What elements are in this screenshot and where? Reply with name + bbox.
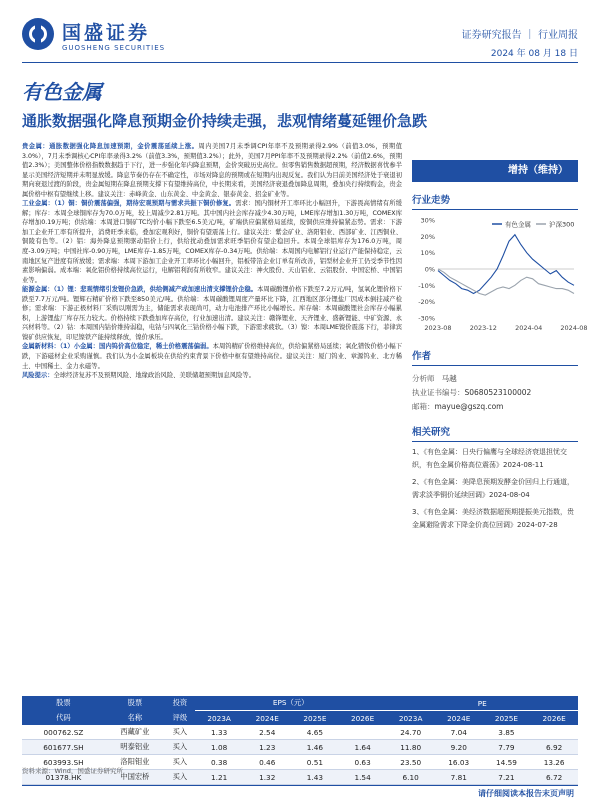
table-cell: 2.54 (243, 725, 291, 740)
table-row (22, 725, 578, 740)
table-subheader: 2024E (435, 711, 483, 726)
table-cell: 买入 (165, 755, 195, 770)
paragraph-text: 本周钨精矿价格维持高位，供给偏紧格局延续；氧化镨钕价格小幅下跌，下游磁材企业采购谨慎。我们认为小金属板块在供给约束背景下价格中枢有望维持高位。建议关注：厦门钨业、章源钨业、北方稀土、中国稀土、金力永磁等。 (22, 343, 403, 370)
table-cell: 0.38 (195, 755, 243, 770)
table-cell: 13.26 (530, 755, 578, 770)
paragraph-text: 全球经济复苏不及预期风险、地缘政治风险、美联储超预期加息风险等。 (53, 372, 255, 380)
table-cell: 洛阳钼业 (105, 755, 165, 770)
table-cell: 0.46 (243, 755, 291, 770)
table-cell: 4.65 (291, 725, 339, 740)
table-cell: 1.46 (291, 740, 339, 755)
table-cell: 明泰铝业 (105, 740, 165, 755)
table-cell: 7.81 (435, 770, 483, 785)
table-subheader: 2023A (195, 711, 243, 726)
table-subheader: 2026E (339, 711, 387, 726)
table-cell: 3.85 (483, 725, 531, 740)
paragraph-lead: 金属新材料：（1）小金属：国内钨价高位稳定，稀土价格震荡偏弱。 (22, 343, 213, 351)
table-cell: 7.79 (483, 740, 531, 755)
table-subheader: 2025E (291, 711, 339, 726)
paragraph-text: 周内美国7月未季调CPI年率不及预期录得2.9%（前值3.0%，预期值3.0%），7月未季调核心CPI年率录得3.2%（前值3.3%，预期值3.2%）；此外，美国7月PPI年率不及预期录得2.2%（前值2.6%，预期值2.3%）；美国整体价格指数数据趋于下行，进一步强化年内降息预期，金价突破历史高位。但零售销售数据超预期，经济数据喜忧参半显示美国经济短期并未明显放缓。降息节奏仍存在不确定性，市场对降息的预期或在短期内出现反复。我们认为目前美国经济处于衰退初期向衰退过渡的阶段，贵金属短期在降息预期支撑下有望维持高位，中长期来看，美国经济衰退叠加降息周期，叠加央行持续购金，贵金属价格中枢有望继续上移。建议关注：赤峰黄金、山东黄金、中金黄金、银泰黄金、招金矿业等。 (22, 143, 402, 198)
report-header (22, 14, 578, 72)
table-cell: 6.10 (386, 770, 434, 785)
analyst-info (412, 372, 578, 414)
table-subheader: 代码 (22, 711, 105, 726)
rating-badge: 增持（维持） (412, 160, 578, 182)
footer-disclaimer: 请仔细阅读本报告末页声明 (472, 788, 574, 799)
trend-chart-svg (412, 214, 588, 338)
sector-name: 有色金属 (22, 80, 102, 104)
table-cell (530, 725, 578, 740)
series-line-csi300 (438, 269, 574, 295)
table-cell: 603993.SH (22, 755, 105, 770)
report-title: 通胀数据强化降息预期金价持续走强，悲观情绪蔓延锂价急跌 (22, 112, 428, 130)
related-heading: 相关研究 (412, 424, 578, 442)
analyst-label: 分析师 (412, 374, 435, 383)
table-cell: 1.21 (195, 770, 243, 785)
y-tick-label: 10% (420, 249, 435, 258)
logo-en-text: GUOSHENG SECURITIES (62, 44, 166, 52)
table-cell: 6.92 (530, 740, 578, 755)
y-tick-label: 30% (420, 216, 435, 225)
related-list (412, 446, 578, 532)
table-cell: 9.20 (435, 740, 483, 755)
paragraph-lead: 工业金属：（1）铜：铜价震荡偏强，期待宏观预期与需求共振下铜价修复。 (22, 200, 236, 208)
table-cell: 7.21 (483, 770, 531, 785)
y-tick-label: -10% (418, 281, 435, 290)
table-cell: 1.08 (195, 740, 243, 755)
legend-label: 有色金属 (505, 220, 531, 229)
table-cell: 中国宏桥 (105, 770, 165, 785)
table-cell: 601677.SH (22, 740, 105, 755)
table-cell (339, 725, 387, 740)
analyst-name: 马越 (441, 374, 457, 383)
table-header: 股票 (22, 696, 105, 711)
y-tick-label: 20% (420, 232, 435, 241)
analyst-email[interactable]: mayue@gszq.com (434, 402, 504, 411)
paragraph-lead: 贵金属：通胀数据强化降息加速预期，金价震荡延续上涨。 (22, 143, 199, 150)
table-header-pe: PE (386, 696, 578, 711)
table-cell: 1.54 (339, 770, 387, 785)
company-logo (22, 14, 192, 62)
related-item[interactable]: 1、《有色金属：日央行偏鹰与全球经济衰退担忧交织，有色金属价格高位震荡》2024-08-11 (412, 448, 567, 469)
x-tick-label: 2024-04 (515, 324, 543, 332)
paragraph-lead: 风险提示： (22, 372, 54, 380)
paragraph-text: 需求：国内铜材开工率环比小幅回升，下游畏高情绪有所缓解；库存：本周全球铜库存为70.0万吨，较上周减少2.81万吨。其中国内社会库存减少4.30万吨，LME库存增加1.30万吨，COMEX库存增加0.19万吨；供给端：本周进口铜矿TC均价小幅下跌至6.5美元/吨，矿端供应偏紧格局延续，废铜供应维持偏紧态势。需求：下游加工企业开工率有所提升，消费旺季来临，叠加宏观利好，铜价有望震荡上行。建议关注：紫金矿业、洛阳钼业、西部矿业、江西铜业、铜陵有色等。（2）铝：海外降息预期驱动铝价上行，供给扰动叠加需求旺季铝价有望企稳回升。本周全球铝库存为176.0万吨，周度-3.09万吨；中国社库-0.90万吨，LME库存-1.85万吨，COMEX库存-0.34万吨。供给端：本周国内电解铝行业运行产能保持稳定，云南地区复产进度有所放缓；需求端：本周下游加工企业开工率环比小幅回升，铝板带箔企业订单有所改善，铝型材企业开工仍受季节性因素影响偏弱。成本端：氧化铝价格持续高位运行，电解铝利润有所收窄。建议关注：神火股份、天山铝业、云铝股份、中国宏桥、中国铝业等。 (22, 200, 403, 284)
table-subheader: 2024E (243, 711, 291, 726)
table-subheader: 名称 (105, 711, 165, 726)
table-cell: 1.33 (195, 725, 243, 740)
x-tick-label: 2023-12 (469, 324, 497, 332)
table-header: 股票 (105, 696, 165, 711)
x-tick-label: 2024-08 (560, 324, 588, 332)
series-line-nonferrous (438, 235, 574, 294)
related-item[interactable]: 3、《有色金属：美经济数据超预期提振美元指数，贵金属避险需求下降金价高位回调》2024-07-28 (412, 508, 574, 529)
table-cell: 24.70 (386, 725, 434, 740)
table-cell: 6.72 (530, 770, 578, 785)
body-paragraph (22, 342, 402, 371)
report-type: 证券研究报告 ｜ 行业周报 (461, 30, 578, 41)
table-header: 投资 (165, 696, 195, 711)
footer-divider (22, 785, 578, 786)
industry-trend-chart (412, 214, 588, 338)
legend-label: 沪深300 (549, 220, 575, 229)
analyst-heading: 作者 (412, 348, 578, 366)
table-subheader: 评级 (165, 711, 195, 726)
header-divider (22, 62, 578, 63)
y-tick-label: 0% (424, 265, 435, 274)
cert-label: 执业证书编号： (412, 388, 465, 397)
table-cell: 1.43 (291, 770, 339, 785)
table-cell: 23.50 (386, 755, 434, 770)
y-tick-label: -30% (418, 314, 435, 323)
body-paragraph (22, 199, 402, 285)
table-cell: 0.51 (291, 755, 339, 770)
table-cell: 买入 (165, 770, 195, 785)
table-cell: 1.32 (243, 770, 291, 785)
table-subheader: 2023A (386, 711, 434, 726)
table-cell: 14.59 (483, 755, 531, 770)
table-cell: 买入 (165, 725, 195, 740)
table-cell: 7.04 (435, 725, 483, 740)
logo-icon (22, 18, 54, 50)
body-paragraph (22, 371, 402, 381)
table-cell: 1.64 (339, 740, 387, 755)
table-cell: 0.63 (339, 755, 387, 770)
cert-number: S0680523100002 (464, 388, 532, 397)
table-cell: 000762.SZ (22, 725, 105, 740)
table-subheader: 2025E (483, 711, 531, 726)
email-label: 邮箱： (412, 402, 435, 411)
trend-heading: 行业走势 (412, 192, 578, 210)
body-paragraph (22, 142, 402, 199)
table-source: 资料来源：Wind，国盛证券研究所 (22, 767, 123, 775)
page-footer (0, 776, 600, 800)
table-cell: 11.80 (386, 740, 434, 755)
related-item[interactable]: 2、《有色金属：美降息预期发酵金价回归上行通道，需求淡季铜价延续回调》2024-08-04 (412, 478, 574, 499)
table-cell: 西藏矿业 (105, 725, 165, 740)
paragraph-lead: 能源金属：（1）锂：悲观情绪引发锂价急跌，供给侧减产或加速出清支撑锂价企稳。 (22, 286, 258, 294)
table-subheader: 2026E (530, 711, 578, 726)
logo-cn-text: 国盛证券 (62, 22, 151, 44)
report-date: 2024 年 08 月 18 日 (490, 49, 578, 59)
report-body (22, 142, 402, 690)
table-cell: 16.03 (435, 755, 483, 770)
table-cell: 01378.HK (22, 770, 105, 785)
table-cell: 1.23 (243, 740, 291, 755)
body-paragraph (22, 285, 402, 342)
table-cell: 买入 (165, 740, 195, 755)
y-tick-label: -20% (418, 298, 435, 307)
sidebar (412, 160, 588, 536)
table-row (22, 740, 578, 755)
table-header-eps: EPS（元） (195, 696, 387, 711)
x-tick-label: 2023-08 (424, 324, 452, 332)
paragraph-text: 本周碳酸锂价格下跌至7.2万元/吨，氢氧化锂价格下跌至7.7万元/吨。锂辉石精矿价格下跌至850美元/吨。供给端：本周碳酸锂周度产量环比下降，江西地区部分锂盐厂因成本倒挂减产检修；需求端：下游正极材料厂采购以刚需为主，储能需求表现尚可，动力电池排产环比小幅增长。库存端：本周碳酸锂社会库存小幅累积，上游锂盐厂库存压力较大。价格持续下跌叠加库存高位，行业加速出清。建议关注：赣锋锂业、天齐锂业、盛新锂能、中矿资源、永兴材料等。（2）钴：本周国内钴价维持弱稳，电钴与四氧化三钴价格小幅下跌，下游需求疲软。（3）镍：本周LME镍价震荡下行，菲律宾镍矿供应恢复，印尼镍铁产能持续释放，镍价承压。 (22, 286, 402, 341)
